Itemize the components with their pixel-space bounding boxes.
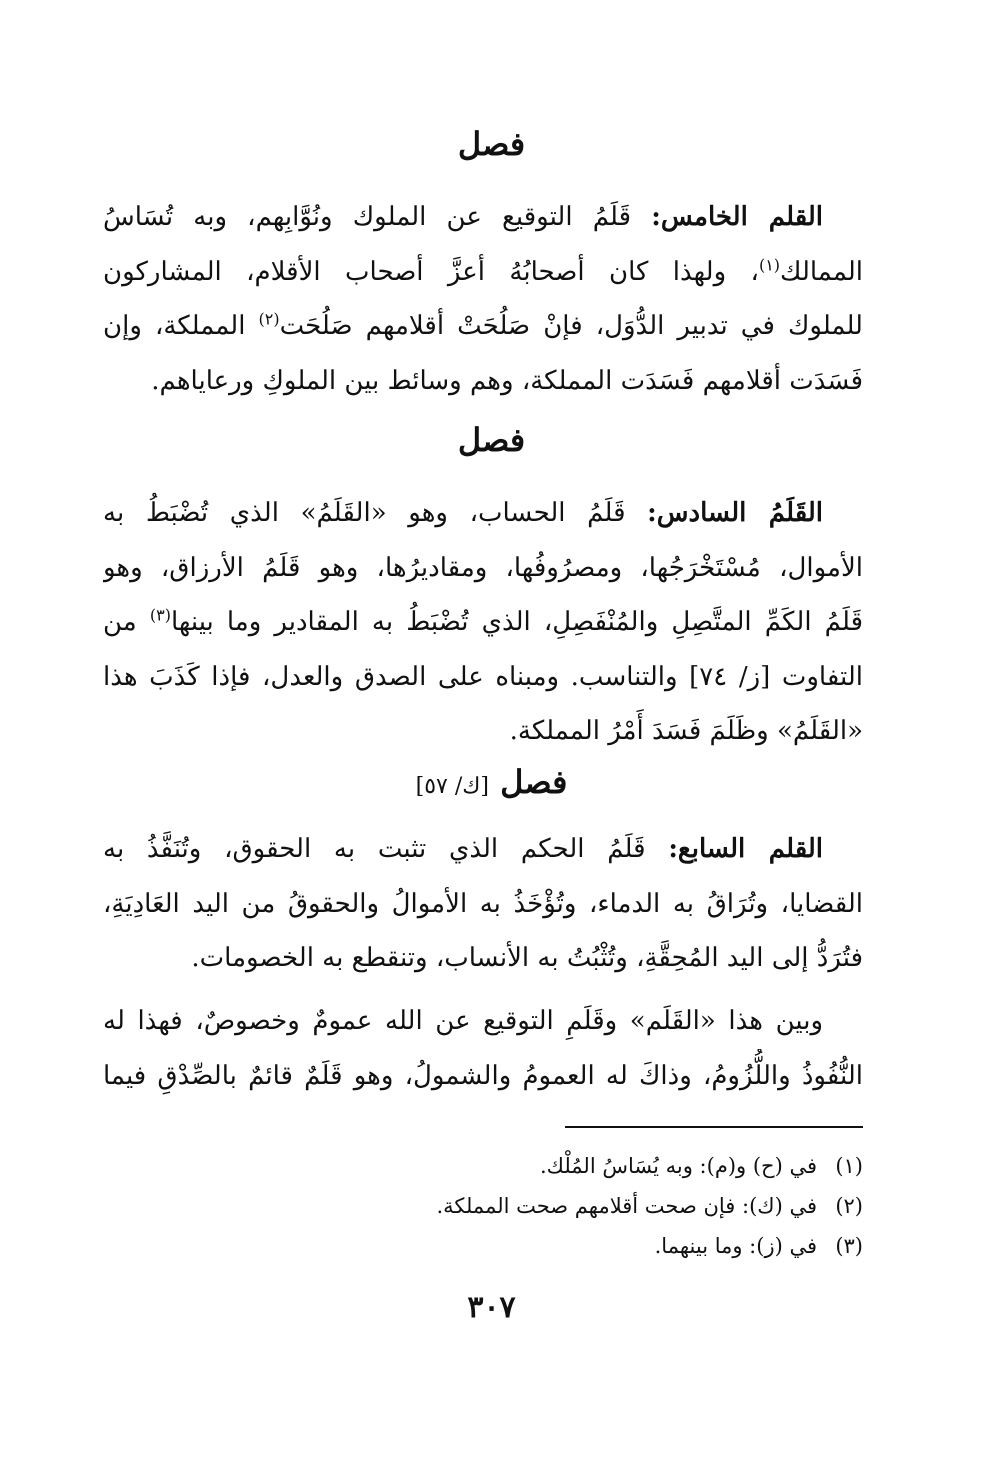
text-fragment: الممالك	[780, 256, 863, 287]
text-line	[103, 486, 863, 541]
footnote-text: في (ح) و(م): وبه يُسَاسُ المُلْك.	[539, 1154, 817, 1178]
text-fragment: للملوك في تدبير الدُّوَل، فإنْ صَلُحَتْ أقلامهم صَلُحَت	[279, 311, 863, 341]
footnote-text: في (ز): وما بينهما.	[654, 1234, 817, 1258]
text-fragment: قَلَمُ الكَمِّ المتَّصِلِ والمُنْفَصِلِ، الذي تُضْبَطُ به المقادير وما بينها	[170, 607, 863, 637]
text-line	[103, 1049, 863, 1104]
text-fragment: قَلَمُ التوقيع عن الملوك ونُوَّابِهم، وبه تُسَاسُ	[103, 202, 632, 232]
text-fragment: فَسَدَت أقلامهم فَسَدَت المملكة، وهم وسائط بين الملوكِ ورعاياهم.	[151, 365, 863, 396]
footnote	[300, 1190, 863, 1222]
text-fragment: التفاوت [ز/ ٧٤] والتناسب. ومبناه على الصدق والعدل، فإذا كَذَبَ هذا	[103, 661, 863, 692]
paragraph-seventh-pen	[103, 822, 863, 986]
text-fragment: القضايا، وتُرَاقُ به الدماء، وتُؤْخَذُ به الأموالُ والحقوقُ من اليد العَادِيَةِ،	[103, 888, 863, 919]
text-line	[103, 994, 863, 1049]
text-line	[103, 822, 863, 877]
footnote-number: (٢)	[835, 1194, 863, 1218]
section-title-text: فصل	[457, 421, 526, 459]
section-title-text: فصل	[457, 125, 526, 163]
footnote	[300, 1230, 863, 1262]
footnote-divider	[565, 1126, 863, 1128]
page-number	[0, 1290, 983, 1325]
paragraph-lead: القلم الخامس:	[651, 202, 823, 232]
paragraph-lead: القلم السابع:	[668, 834, 823, 864]
text-fragment: «القَلَمُ» وظَلَمَ فَسَدَ أَمْرُ المملكة.	[509, 716, 863, 746]
paragraph-lead: القَلَمُ السادس:	[647, 498, 823, 528]
text-line	[103, 931, 863, 986]
text-fragment: قَلَمُ الحساب، وهو «القَلَمُ» الذي تُضْبَطُ به	[103, 498, 626, 528]
paragraph-fifth-pen	[103, 190, 863, 408]
manuscript-reference: [ك/ ٥٧]	[415, 774, 489, 799]
text-line	[103, 354, 863, 409]
text-fragment: من	[103, 607, 150, 637]
footnote-mark: (٣)	[149, 605, 171, 625]
text-fragment: الأموال، مُسْتَخْرَجُها، ومصرُوفُها، ومقاديرُها، وهو قَلَمُ الأرزاق، وهو	[103, 552, 863, 583]
text-fragment: النُّفُوذُ واللُّزُومُ، وذاكَ له العمومُ والشمولُ، وهو قَلَمٌ قائمٌ بالصِّدْقِ فيما	[103, 1060, 863, 1091]
text-fragment: ، ولهذا كان أصحابُهُ أعزَّ أصحاب الأقلام، المشاركون	[103, 256, 759, 287]
text-line	[103, 704, 863, 759]
page-number-text: ٣٠٧	[467, 1290, 516, 1325]
text-line	[103, 595, 863, 650]
paragraph-comparison	[103, 994, 863, 1103]
footnote-number: (٣)	[835, 1234, 863, 1258]
footnote-mark: (٢)	[258, 309, 280, 329]
text-fragment: قَلَمُ الحكم الذي تثبت به الحقوق، وتُنَفَّذُ به	[103, 834, 646, 864]
text-fragment: وبين هذا «القَلَم» وقَلَمِ التوقيع عن الله عمومٌ وخصوصٌ، فهذا له	[103, 1006, 823, 1036]
section-title	[0, 762, 983, 807]
text-line	[103, 299, 863, 354]
text-line	[103, 541, 863, 596]
text-line	[103, 245, 863, 300]
text-line	[103, 650, 863, 705]
paragraph-sixth-pen	[103, 486, 863, 759]
footnote-mark: (١)	[758, 254, 781, 274]
section-title	[0, 420, 983, 460]
footnote-number: (١)	[835, 1154, 863, 1178]
text-line	[103, 877, 863, 932]
section-title-text: فصل	[500, 763, 568, 801]
footnote	[300, 1150, 863, 1182]
text-fragment: فتُرَدُّ إلى اليد المُحِقَّةِ، وتُثْبُتُ به الأنساب، وتنقطع به الخصومات.	[191, 943, 863, 973]
footnote-text: في (ك): فإن صحت أقلامهم صحت المملكة.	[436, 1194, 817, 1218]
text-fragment: المملكة، وإن	[103, 311, 259, 341]
text-line	[103, 190, 863, 245]
section-title	[0, 124, 983, 164]
